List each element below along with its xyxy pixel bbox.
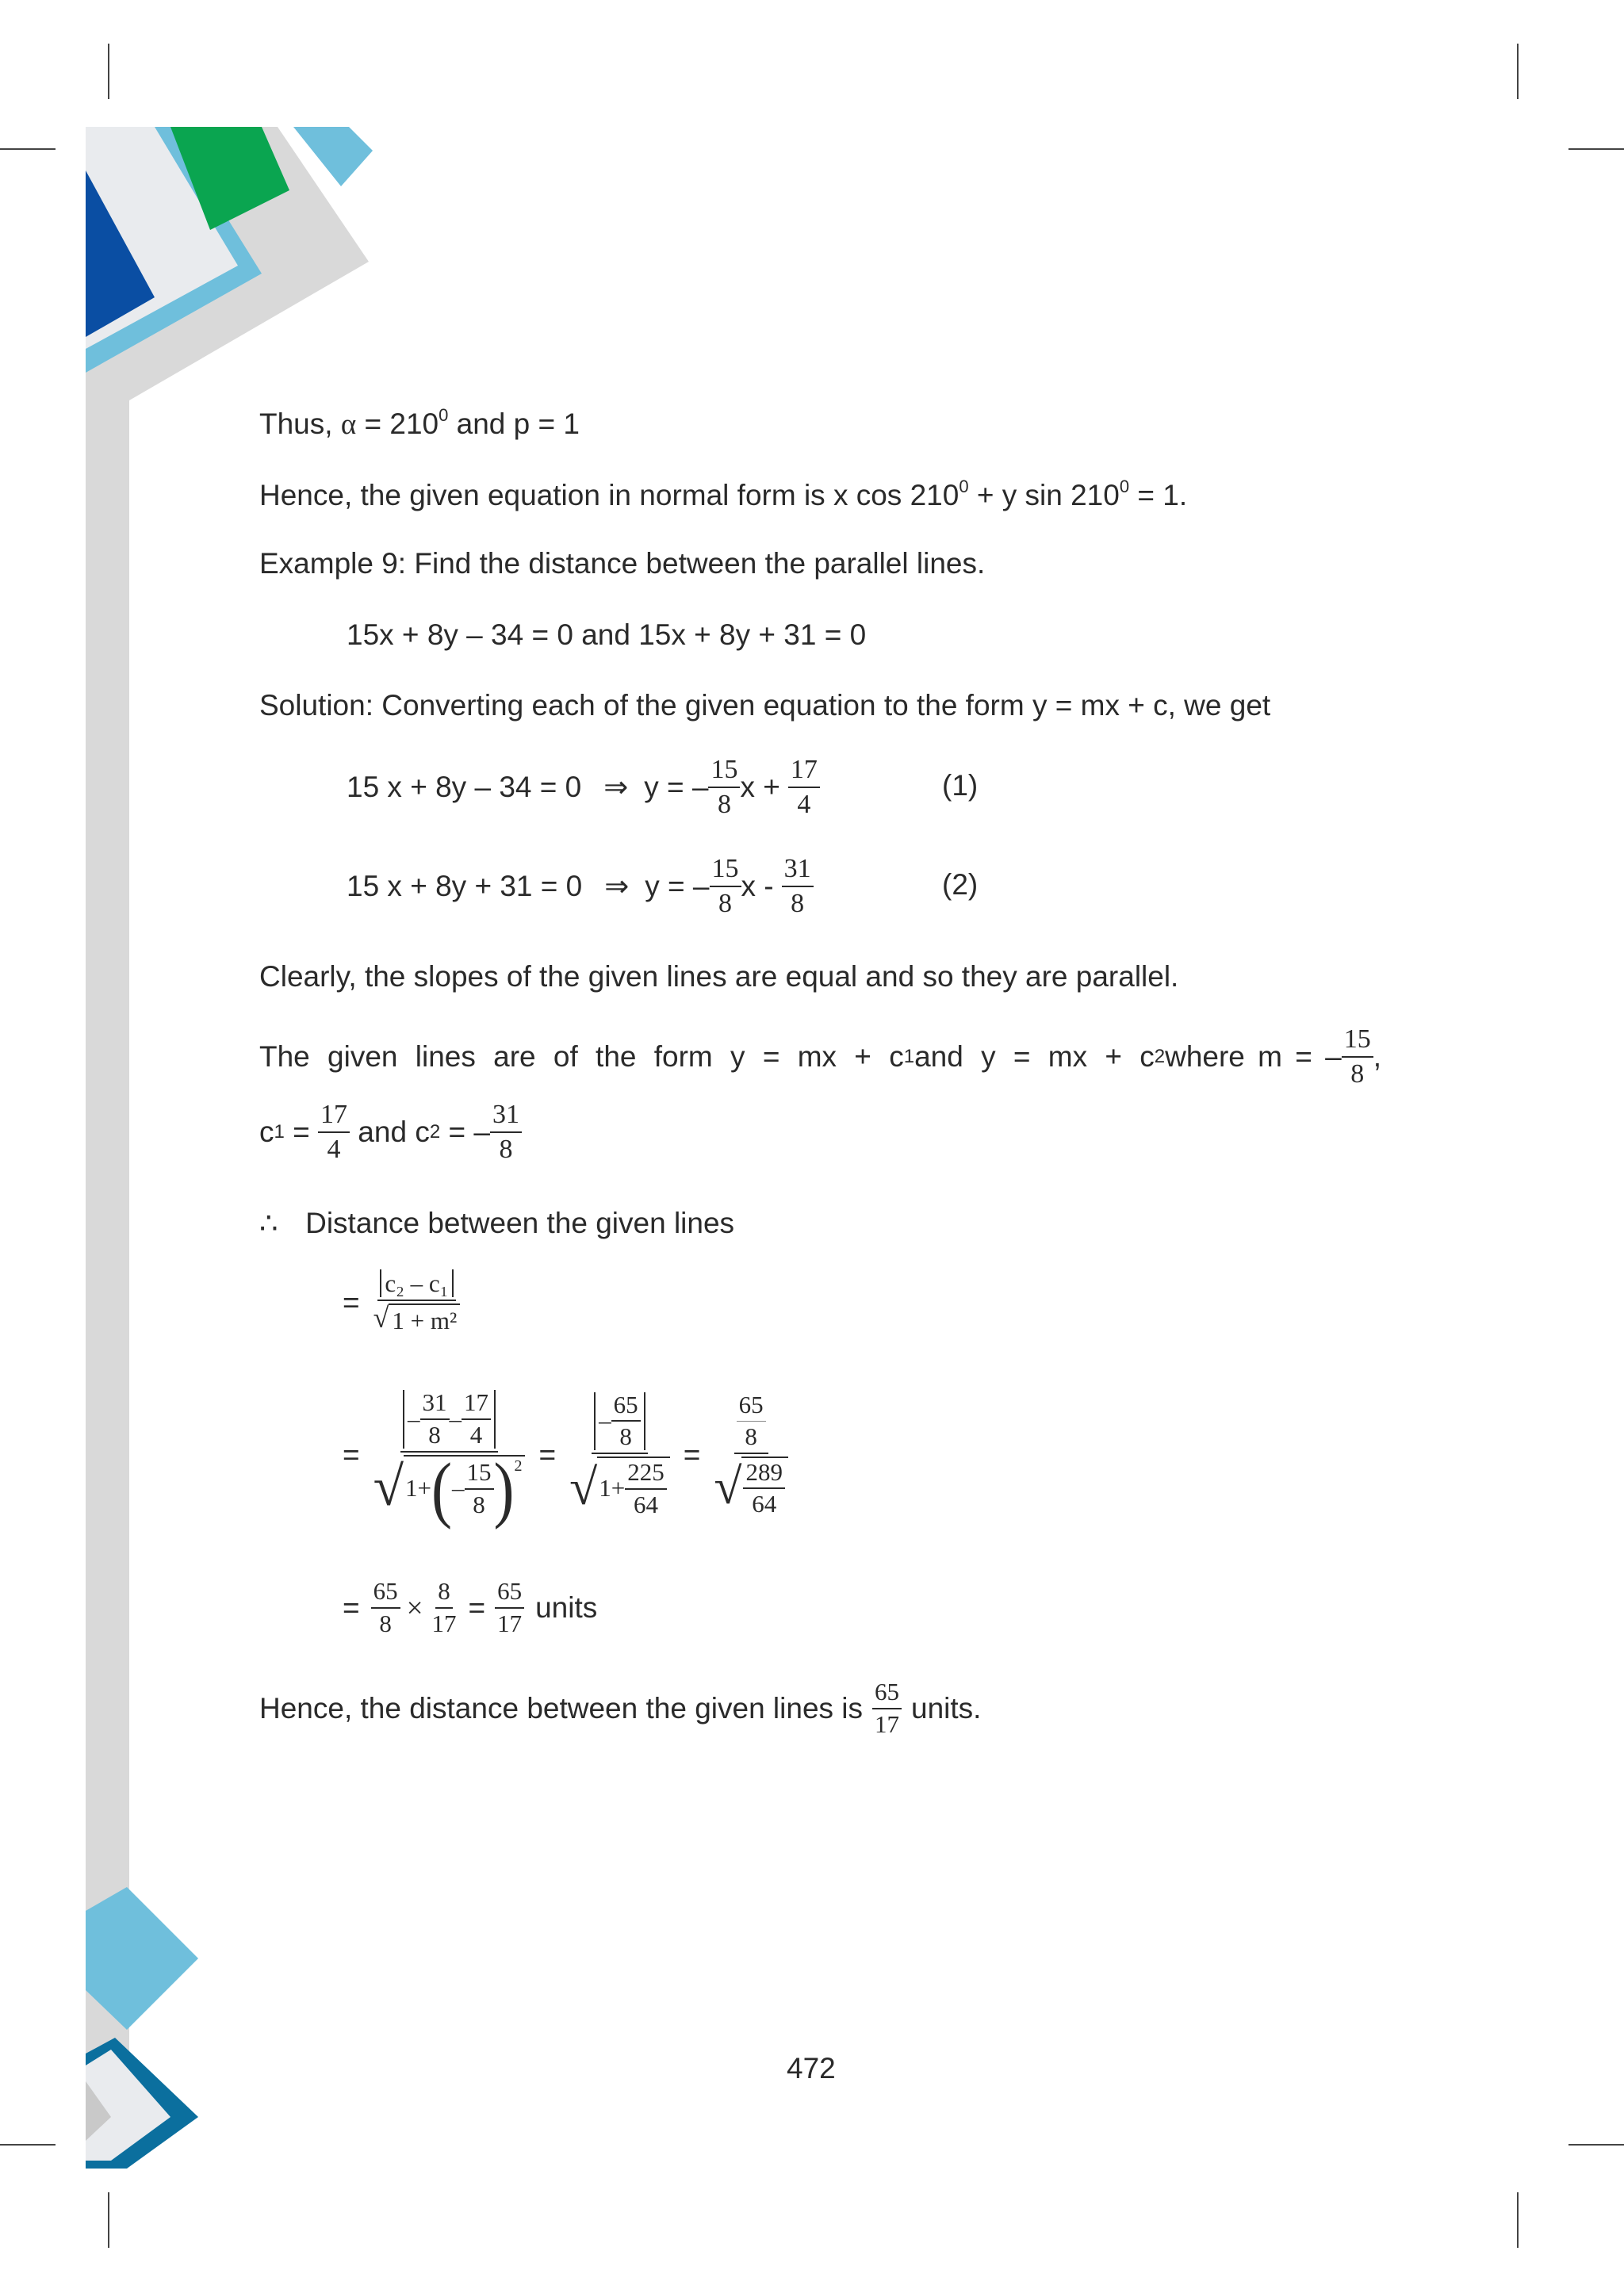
- text-fragment: Distance between the given lines: [305, 1207, 735, 1239]
- text-fragment: and c: [350, 1116, 430, 1148]
- fraction-denominator: 17: [875, 1710, 900, 1738]
- fraction: [710, 855, 741, 917]
- text-fragment: = 1.: [1129, 479, 1188, 511]
- fraction-numerator: 15: [710, 855, 741, 887]
- fraction-denominator: 8: [718, 889, 733, 918]
- formula-step-2: [343, 1372, 791, 1538]
- fraction-denominator: 8: [499, 1135, 513, 1164]
- implies-arrow: ⇒: [603, 771, 629, 804]
- implies-arrow: ⇒: [604, 871, 630, 903]
- fraction: [495, 1579, 524, 1636]
- fraction: [318, 1101, 350, 1163]
- text-fragment: = 210: [356, 408, 439, 440]
- subscript: 2: [1154, 1046, 1166, 1067]
- fraction: [711, 1392, 791, 1517]
- fraction-numerator: 17: [788, 756, 820, 788]
- degree-superscript: 0: [439, 405, 449, 425]
- example-heading: Example 9: Find the distance between the parallel lines.: [259, 547, 986, 580]
- text-fragment: = –: [440, 1116, 490, 1148]
- text-fragment: ,: [1373, 1040, 1381, 1073]
- text-fragment: c: [259, 1116, 274, 1148]
- text-fragment: =: [284, 1116, 319, 1148]
- fraction-denominator: √ 1+ $\frac{225}{64}$: [567, 1454, 672, 1518]
- equation-1: [347, 748, 820, 827]
- fraction-numerator: – $\frac{31}{8}$ – $\frac{17}{4}$: [400, 1390, 498, 1452]
- fraction: [371, 1579, 400, 1636]
- equals-sign: =: [538, 1438, 557, 1471]
- equals-sign: =: [343, 1286, 360, 1319]
- fraction: [872, 1679, 902, 1737]
- fraction-numerator: 15: [465, 1460, 494, 1490]
- therefore-symbol: ∴: [259, 1208, 278, 1240]
- equals-sign: =: [468, 1591, 486, 1624]
- text-line-thus: [259, 407, 580, 439]
- fraction-numerator: 31: [420, 1390, 450, 1420]
- fraction-denominator: 4: [797, 790, 811, 819]
- text-line-slopes: Clearly, the slopes of the given lines are equal and so they are parallel.: [259, 960, 1179, 993]
- text-line-normal-form: [259, 478, 1187, 510]
- fraction: [708, 756, 740, 818]
- text-fragment: Hence, the given equation in normal form is x cos 210: [259, 479, 959, 511]
- text-line-conclusion: [259, 1669, 981, 1748]
- equation-lhs: 15 x + 8y – 34 = 0: [347, 771, 582, 803]
- fraction-numerator: 65: [611, 1392, 641, 1422]
- equation-y: y = –: [645, 870, 710, 902]
- fraction-denominator: 8: [1350, 1059, 1365, 1089]
- equals-sign: =: [343, 1438, 360, 1471]
- fraction-numerator: [377, 1271, 455, 1301]
- equals-sign: =: [343, 1591, 360, 1624]
- fraction-denominator: √ 1 + m²: [371, 1301, 463, 1334]
- fraction-denominator: 4: [469, 1421, 483, 1449]
- crop-mark: [1517, 2192, 1519, 2248]
- fraction: [567, 1392, 672, 1518]
- fraction: [490, 1101, 522, 1163]
- sqrt-radicand: 1 + m²: [389, 1303, 460, 1334]
- fraction-numerator: 8: [435, 1579, 453, 1609]
- fraction-denominator: 8: [745, 1422, 757, 1450]
- text-fragment: where m = –: [1165, 1040, 1342, 1073]
- units-label: units.: [911, 1692, 982, 1725]
- distance-formula-fraction: [371, 1271, 463, 1334]
- text-fragment: Hence, the distance between the given lines is: [259, 1692, 864, 1725]
- equation-tag: (2): [942, 868, 979, 901]
- fraction: [429, 1579, 458, 1636]
- fraction-denominator: 8: [473, 1490, 485, 1518]
- example-equations: 15x + 8y – 34 = 0 and 15x + 8y + 31 = 0: [347, 618, 867, 651]
- fraction-numerator: 15: [708, 756, 740, 788]
- crop-mark: [1568, 2144, 1624, 2146]
- equation-y: y = –: [644, 771, 709, 803]
- text-line-distance: [259, 1208, 734, 1238]
- fraction-numerator: 65: [495, 1579, 524, 1609]
- fraction-numerator: 65: [872, 1679, 902, 1709]
- text-fragment: The given lines are of the form y = mx + c: [259, 1040, 904, 1073]
- subscript: 1: [903, 1046, 915, 1067]
- text-fragment: 1+: [599, 1474, 626, 1503]
- equation-text: x +: [740, 771, 780, 803]
- formula-step-1: [343, 1259, 462, 1346]
- fraction-numerator: 65: [371, 1579, 400, 1609]
- equation-text: x -: [741, 870, 774, 902]
- fraction-denominator: 17: [497, 1610, 523, 1637]
- fraction-denominator: 8: [619, 1422, 632, 1451]
- fraction-denominator: 64: [752, 1490, 777, 1518]
- fraction-denominator: 17: [431, 1610, 457, 1637]
- subscript: 1: [274, 1121, 285, 1143]
- fraction-denominator: √ $\frac{289}{64}$: [711, 1454, 791, 1518]
- decorative-bottom-graphic: [0, 1887, 238, 2172]
- fraction-denominator: 8: [379, 1610, 392, 1637]
- fraction: [788, 756, 820, 818]
- degree-superscript: 0: [1119, 477, 1130, 496]
- text-fragment: and p = 1: [448, 408, 580, 440]
- subscript: 2: [429, 1121, 441, 1143]
- fraction-numerator: [734, 1392, 768, 1453]
- fraction-denominator: 8: [791, 889, 805, 918]
- fraction-numerator: 17: [318, 1101, 350, 1133]
- exponent: 2: [514, 1457, 523, 1475]
- fraction-denominator: 8: [717, 790, 731, 819]
- fraction: [1342, 1025, 1373, 1088]
- text-line-form: [259, 1017, 1381, 1097]
- degree-superscript: 0: [959, 477, 969, 496]
- fraction-denominator: √ 1+ ( – $\frac{15}{8}$ ) $^2$: [371, 1453, 528, 1520]
- fraction-denominator: 8: [428, 1421, 441, 1449]
- fraction: [371, 1388, 528, 1530]
- formula-step-3: [343, 1568, 597, 1648]
- fraction-numerator: 31: [490, 1101, 522, 1133]
- fraction-numerator: 17: [462, 1390, 491, 1420]
- alpha-symbol: α: [340, 408, 357, 441]
- fraction-numerator: 289: [743, 1460, 785, 1490]
- fraction-numerator: 31: [782, 855, 814, 887]
- text-fragment: 1+: [405, 1474, 432, 1503]
- fraction-numerator: – $\frac{65}{8}$: [592, 1392, 648, 1454]
- text-fragment: and y = mx + c: [914, 1040, 1155, 1073]
- fraction-denominator: 64: [633, 1490, 658, 1518]
- fraction-denominator: 4: [327, 1135, 341, 1164]
- text-fragment: + y sin 210: [968, 479, 1120, 511]
- fraction-numerator: 15: [1342, 1025, 1373, 1058]
- crop-mark: [1517, 44, 1519, 99]
- fraction-numerator: 65: [737, 1392, 766, 1422]
- text-fragment: Thus,: [259, 408, 341, 440]
- text-line-constants: [259, 1093, 522, 1172]
- absolute-value: c₂ – c₁: [380, 1269, 453, 1297]
- equation-tag: (1): [942, 769, 979, 802]
- fraction-numerator: 225: [625, 1460, 667, 1490]
- equation-2: [347, 847, 814, 926]
- crop-mark: [1568, 148, 1624, 150]
- times-sign: ×: [406, 1591, 423, 1625]
- solution-intro: Solution: Converting each of the given equation to the form y = mx + c, we get: [259, 689, 1271, 722]
- equals-sign: =: [683, 1438, 701, 1471]
- page-number: 472: [787, 2052, 836, 2084]
- fraction: [782, 855, 814, 917]
- units-label: units: [535, 1591, 598, 1624]
- equation-lhs: 15 x + 8y + 31 = 0: [347, 870, 583, 902]
